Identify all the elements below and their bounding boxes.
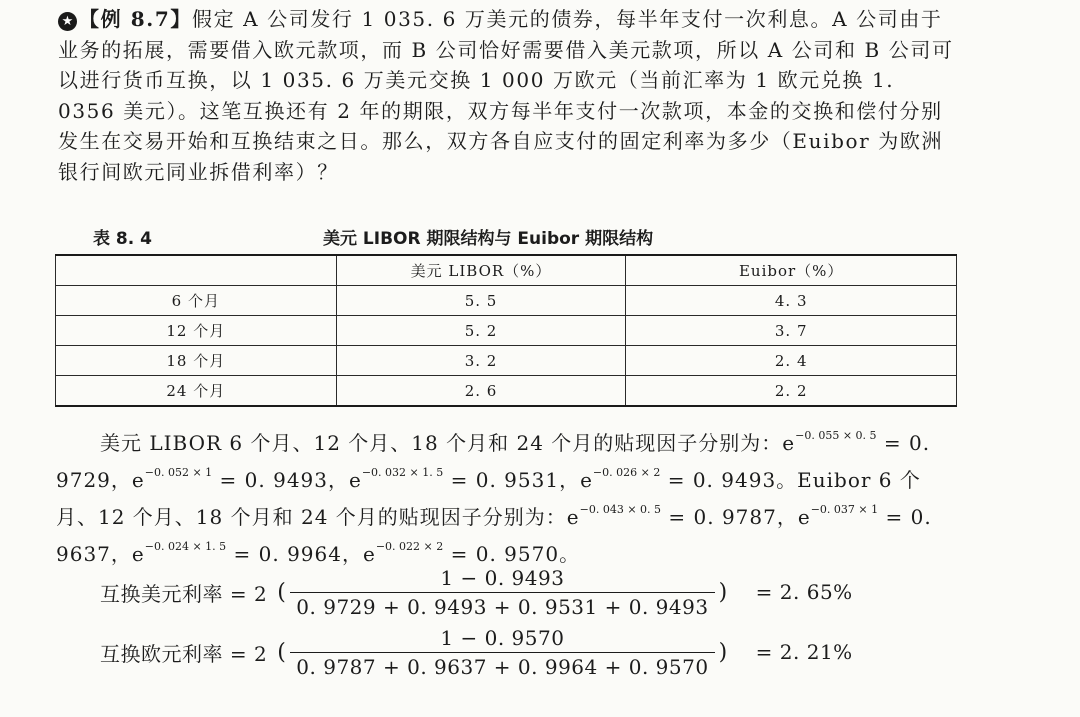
table-cell: 12 个月 bbox=[56, 316, 337, 346]
table-cell: 18 个月 bbox=[56, 346, 337, 376]
table-header-cell: Euibor（%） bbox=[626, 255, 957, 286]
table-cell: 4. 3 bbox=[626, 286, 957, 316]
table-row bbox=[56, 316, 957, 346]
example-paragraph bbox=[58, 4, 958, 187]
exponent: −0. 043 × 0. 5 bbox=[579, 503, 662, 516]
discount-term: $e^{-0. 037 \times 1} = 0$. 9637 bbox=[56, 503, 932, 566]
exponent: −0. 052 × 1 bbox=[144, 466, 213, 479]
table-row bbox=[56, 286, 957, 316]
table-row bbox=[56, 376, 957, 407]
table-number: 表 8. 4 bbox=[93, 229, 152, 249]
table-cell: 6 个月 bbox=[56, 286, 337, 316]
formula-denominator: 0. 9787 + 0. 9637 + 0. 9964 + 0. 9570 bbox=[290, 652, 714, 679]
formula-result: = 2. 21% bbox=[755, 640, 853, 664]
formula-denominator: 0. 9729 + 0. 9493 + 0. 9531 + 0. 9493 bbox=[290, 592, 714, 619]
eur-swap-rate-formula: 互换欧元利率 = 2 ( $\frac{1 - 0. 9570}{0. 9787 + 0. 9637 + 0. 9964 + 0. 9570}$ ) = 2. 21% bbox=[100, 625, 853, 679]
star-circle-icon: ★ bbox=[58, 12, 77, 31]
discount-value: 0. 9531 bbox=[475, 468, 560, 492]
discount-term: $e^{-0. 022 \times 2} = 0$. 9570 bbox=[362, 540, 560, 566]
discount-value: 0. 9493 bbox=[244, 468, 328, 492]
formula-numerator: 1 − 0. 9570 bbox=[440, 625, 565, 650]
table-cell: 2. 6 bbox=[336, 376, 626, 407]
table-header-cell bbox=[56, 255, 337, 286]
discount-term: $e^{-0. 024 \times 1. 5} = 0$. 9964 bbox=[131, 540, 342, 566]
usd-intro: 美元 LIBOR 6 个月、12 个月、18 个月和 24 个月的贴现因子分别为： bbox=[100, 431, 783, 455]
example-label: 【例 8.7】 bbox=[79, 7, 192, 31]
table-row bbox=[56, 346, 957, 376]
table-cell: 3. 2 bbox=[336, 346, 626, 376]
eur-intro: Euibor 6 个月、12 个月、18 个月和 24 个月的贴现因子分别为： bbox=[56, 468, 921, 529]
exponent: −0. 055 × 0. 5 bbox=[795, 429, 877, 442]
discount-value: 0. 9729 bbox=[56, 431, 931, 492]
discount-term: $e^{-0. 043 \times 0. 5} = 0$. 9787 bbox=[566, 503, 777, 529]
exponent: −0. 032 × 1. 5 bbox=[361, 466, 444, 479]
discount-factors-paragraph: 美元 LIBOR 6 个月、12 个月、18 个月和 24 个月的贴现因子分别为：$e^{-0. 055 \times 0. 5} = 0$. 9729，$e^{-0. 052 \times 1} = 0$. 9493，$e^{-0. 032 \times 1. 5} = 0$. 9531，$e^{-0. 026 \times 2} = 0$. 9493。Euibor 6 个月、12 个月、18 个月和 24 个月的贴现因子分别为：$e^{-0. 043 \times 0. 5} = 0$. 9787，$e^{-0. 037 \times 1} = 0$. 9637，$e^{-0. 024 \times 1. 5} = 0$. 9964，$e^{-0. 022 \times 2} = 0$. 9570。 bbox=[56, 429, 932, 566]
discount-value: 0. 9493 bbox=[692, 468, 777, 492]
formula-fraction bbox=[290, 626, 714, 679]
exponent: −0. 037 × 1 bbox=[810, 503, 879, 516]
exponent: −0. 022 × 2 bbox=[375, 540, 444, 553]
table-cell: 3. 7 bbox=[626, 316, 957, 346]
discount-value: 0. 9570 bbox=[475, 542, 560, 566]
formula-numerator: 1 − 0. 9493 bbox=[440, 565, 565, 590]
formula-fraction bbox=[290, 566, 714, 619]
discount-term: $e^{-0. 055 \times 0. 5} = 0$. 9729 bbox=[56, 429, 931, 492]
discount-term: $e^{-0. 052 \times 1} = 0$. 9493 bbox=[131, 466, 328, 492]
table-header-row bbox=[56, 255, 957, 286]
discount-term: $e^{-0. 032 \times 1. 5} = 0$. 9531 bbox=[349, 466, 560, 492]
table-title: 美元 LIBOR 期限结构与 Euibor 期限结构 bbox=[323, 229, 654, 249]
table-cell: 5. 2 bbox=[336, 316, 626, 346]
table-cell: 24 个月 bbox=[56, 376, 337, 407]
discount-value: 0. 9637 bbox=[56, 505, 932, 566]
formula-lhs: 互换欧元利率 = 2 bbox=[100, 641, 268, 666]
table-header-cell: 美元 LIBOR（%） bbox=[336, 255, 626, 286]
rate-table bbox=[55, 254, 957, 407]
table-cell: 5. 5 bbox=[336, 286, 626, 316]
discount-term: $e^{-0. 026 \times 2} = 0$. 9493 bbox=[580, 466, 777, 492]
exponent: −0. 024 × 1. 5 bbox=[144, 540, 227, 553]
formula-result: = 2. 65% bbox=[755, 580, 853, 604]
example-text: 假定 A 公司发行 1 035. 6 万美元的债券，每半年支付一次利息。A 公司由于业务的拓展，需要借入欧元款项，而 B 公司恰好需要借入美元款项，所以 A 公司和 B 公司可以进行货币互换，以 1 035. 6 万美元交换 1 000 万欧元（当前汇率为 1 欧元兑换 1. 0356 美元）。这笔互换还有 2 年的期限，双方每半年支付一次款项，本金的交换和偿付分别发生在交易开始和互换结束之日。那么，双方各自应支付的固定利率为多少（Euibor 为欧洲银行间欧元同业拆借利率）？ bbox=[58, 7, 954, 184]
exponent: −0. 026 × 2 bbox=[592, 466, 661, 479]
discount-value: 0. 9964 bbox=[258, 542, 342, 566]
formula-lhs: 互换美元利率 = 2 bbox=[100, 581, 268, 606]
table-cell: 2. 2 bbox=[626, 376, 957, 407]
table-cell: 2. 4 bbox=[626, 346, 957, 376]
discount-value: 0. 9787 bbox=[693, 505, 777, 529]
usd-swap-rate-formula: 互换美元利率 = 2 ( $\frac{1 - 0. 9493}{0. 9729 + 0. 9493 + 0. 9531 + 0. 9493}$ ) = 2. 65% bbox=[100, 565, 853, 619]
